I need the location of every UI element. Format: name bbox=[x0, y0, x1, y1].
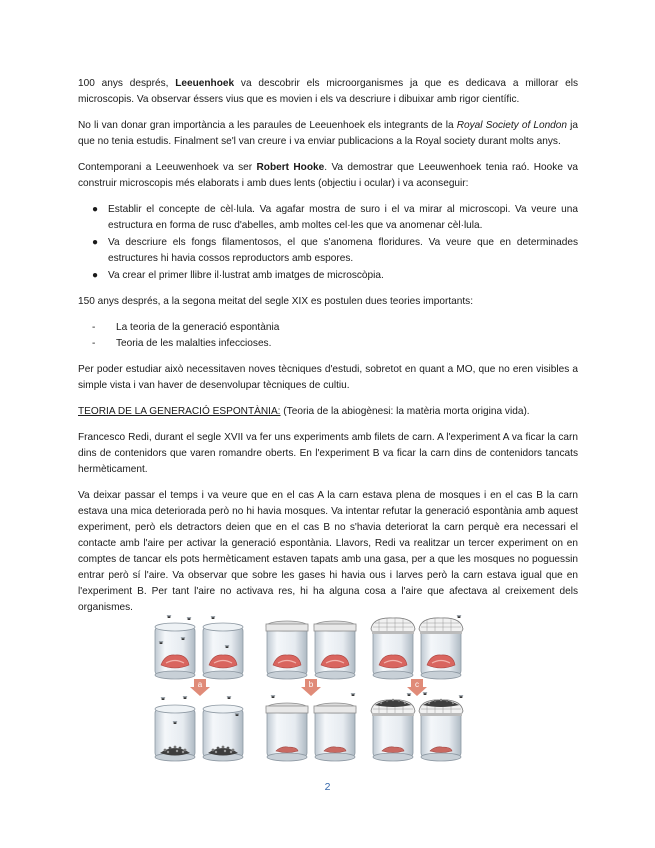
paragraph-leeuwenhoek: 100 anys després, Leeuenhoek va descobrir els microorganismes ja que es dedicava a millorar els microscopis. Va observar éssers vius que es movien i els va descriure i dibuixar amb rigor científic. bbox=[78, 78, 578, 105]
jar-open-before bbox=[155, 615, 195, 679]
paragraph-theories-intro: 150 anys després, a la segona meitat del segle XIX es postulen dues teories importants: bbox=[78, 296, 474, 307]
jar-open-after bbox=[155, 696, 195, 761]
paragraph-royal-society: No li van donar gran importància a les paraules de Leeuenhoek els integrants de la Royal Society of London ja que no tenia estudis. Finalment se'l van creure i va enviar publicacions a la Royal society durant molts anys. bbox=[78, 120, 578, 147]
arrow-label-a: a bbox=[197, 680, 203, 689]
jar-gauze-before bbox=[419, 615, 463, 679]
section-title: TEORIA DE LA GENERACIÓ ESPONTÀNIA: bbox=[78, 406, 281, 417]
arrow-a bbox=[190, 679, 210, 696]
paragraph-redi-results: Va deixar passar el temps i va veure que en el cas A la carn estava plena de mosques i en el cas B la carn estava una mica deteriorada però no hi havia mosques. Va intentar refutar la generació espontània amb aquest experiment, però els detractors deien que en el cas B no s'havia deteriorat la carn perquè era necessari el contacte amb l'aire per activar la generació espontània. Llavors, Redi va realitzar un tercer experiment on en comptes de tancar els pots hermèticament estaven tapats amb una gasa, per a que les mosques no poguessin entrar però sí l'aire. Va observar que sobre les gases hi havia ous i larves però la carn estava igual que en l'experiment B. Per tant l'aire no activava res, hi ha alguna cosa a l'aire que afectava al creixement dels organismes. bbox=[78, 490, 578, 613]
jar-sealed-after bbox=[314, 693, 356, 761]
redi-experiment-illustration bbox=[145, 613, 510, 763]
hooke-achievements-list bbox=[78, 202, 578, 284]
list-item: ● Establir el concepte de cèl·lula. Va agafar mostra de suro i el va mirar al microscopi. Va veure una estructura en forma de rusc d'abelles, amb moltes cel·les que va anomenar cèl·lula. bbox=[92, 204, 578, 231]
arrow-label-c: c bbox=[415, 680, 419, 689]
jar-gauze-before bbox=[371, 618, 415, 679]
paragraph-redi-experiment: Francesco Redi, durant el segle XVII va fer uns experiments amb filets de carn. A l'experiment A va ficar la carn dins de contenidors que varen romandre oberts. En l'experiment B va ficar la carn dins de contenidors tancats hermèticament. bbox=[78, 432, 578, 475]
list-item: ● Va descriure els fongs filamentosos, el que s'anomena floridures. Va veure que en determinades estructures hi havia cossos reproductors amb espores. bbox=[92, 237, 578, 264]
paragraph-culture-techniques: Per poder estudiar això necessitaven noves tècniques d'estudi, sobretot en quant a MO, que no eren visibles a simple vista i van haver de desenvolupar tècniques de cultiu. bbox=[78, 364, 578, 391]
royal-society-name: Royal Society of London bbox=[456, 120, 568, 131]
bullet-marker: ● bbox=[92, 270, 99, 281]
page-number: 2 bbox=[324, 781, 331, 793]
theories-list bbox=[78, 320, 578, 352]
list-item: - La teoria de la generació espontània bbox=[78, 320, 578, 336]
jar-gauze-after bbox=[371, 693, 415, 761]
jar-sealed-after bbox=[266, 695, 308, 761]
leeuwenhoek-name: Leeuenhoek bbox=[175, 78, 235, 89]
bullet-marker: ● bbox=[92, 204, 99, 215]
paragraph-hooke: Contemporani a Leeuwenhoek va ser Robert Hooke. Va demostrar que Leeuwenhoek tenia raó. Hooke va construir microscopis més elaborats i amb dues lents (objectiu i ocular) i va aconseguir: bbox=[78, 162, 578, 189]
jar-open-before bbox=[203, 616, 243, 679]
jar-sealed-before bbox=[266, 621, 308, 679]
bullet-marker: ● bbox=[92, 237, 99, 248]
list-item: - Teoria de les malalties infeccioses. bbox=[78, 336, 578, 352]
jar-sealed-before bbox=[314, 621, 356, 679]
dash-marker: - bbox=[92, 338, 96, 349]
list-item: ● Va crear el primer llibre il·lustrat amb imatges de microscòpia. bbox=[78, 268, 578, 284]
hooke-name: Robert Hooke bbox=[256, 162, 325, 173]
section-heading-spontaneous-generation: TEORIA DE LA GENERACIÓ ESPONTÀNIA: (Teoria de la abiogènesi: la matèria morta origina vida). bbox=[78, 406, 530, 417]
body-text bbox=[78, 76, 578, 626]
jar-gauze-after bbox=[419, 692, 463, 761]
arrow-b bbox=[301, 679, 321, 696]
arrow-label-b: b bbox=[308, 680, 314, 689]
dash-marker: - bbox=[92, 322, 96, 333]
jar-open-after bbox=[203, 696, 243, 761]
